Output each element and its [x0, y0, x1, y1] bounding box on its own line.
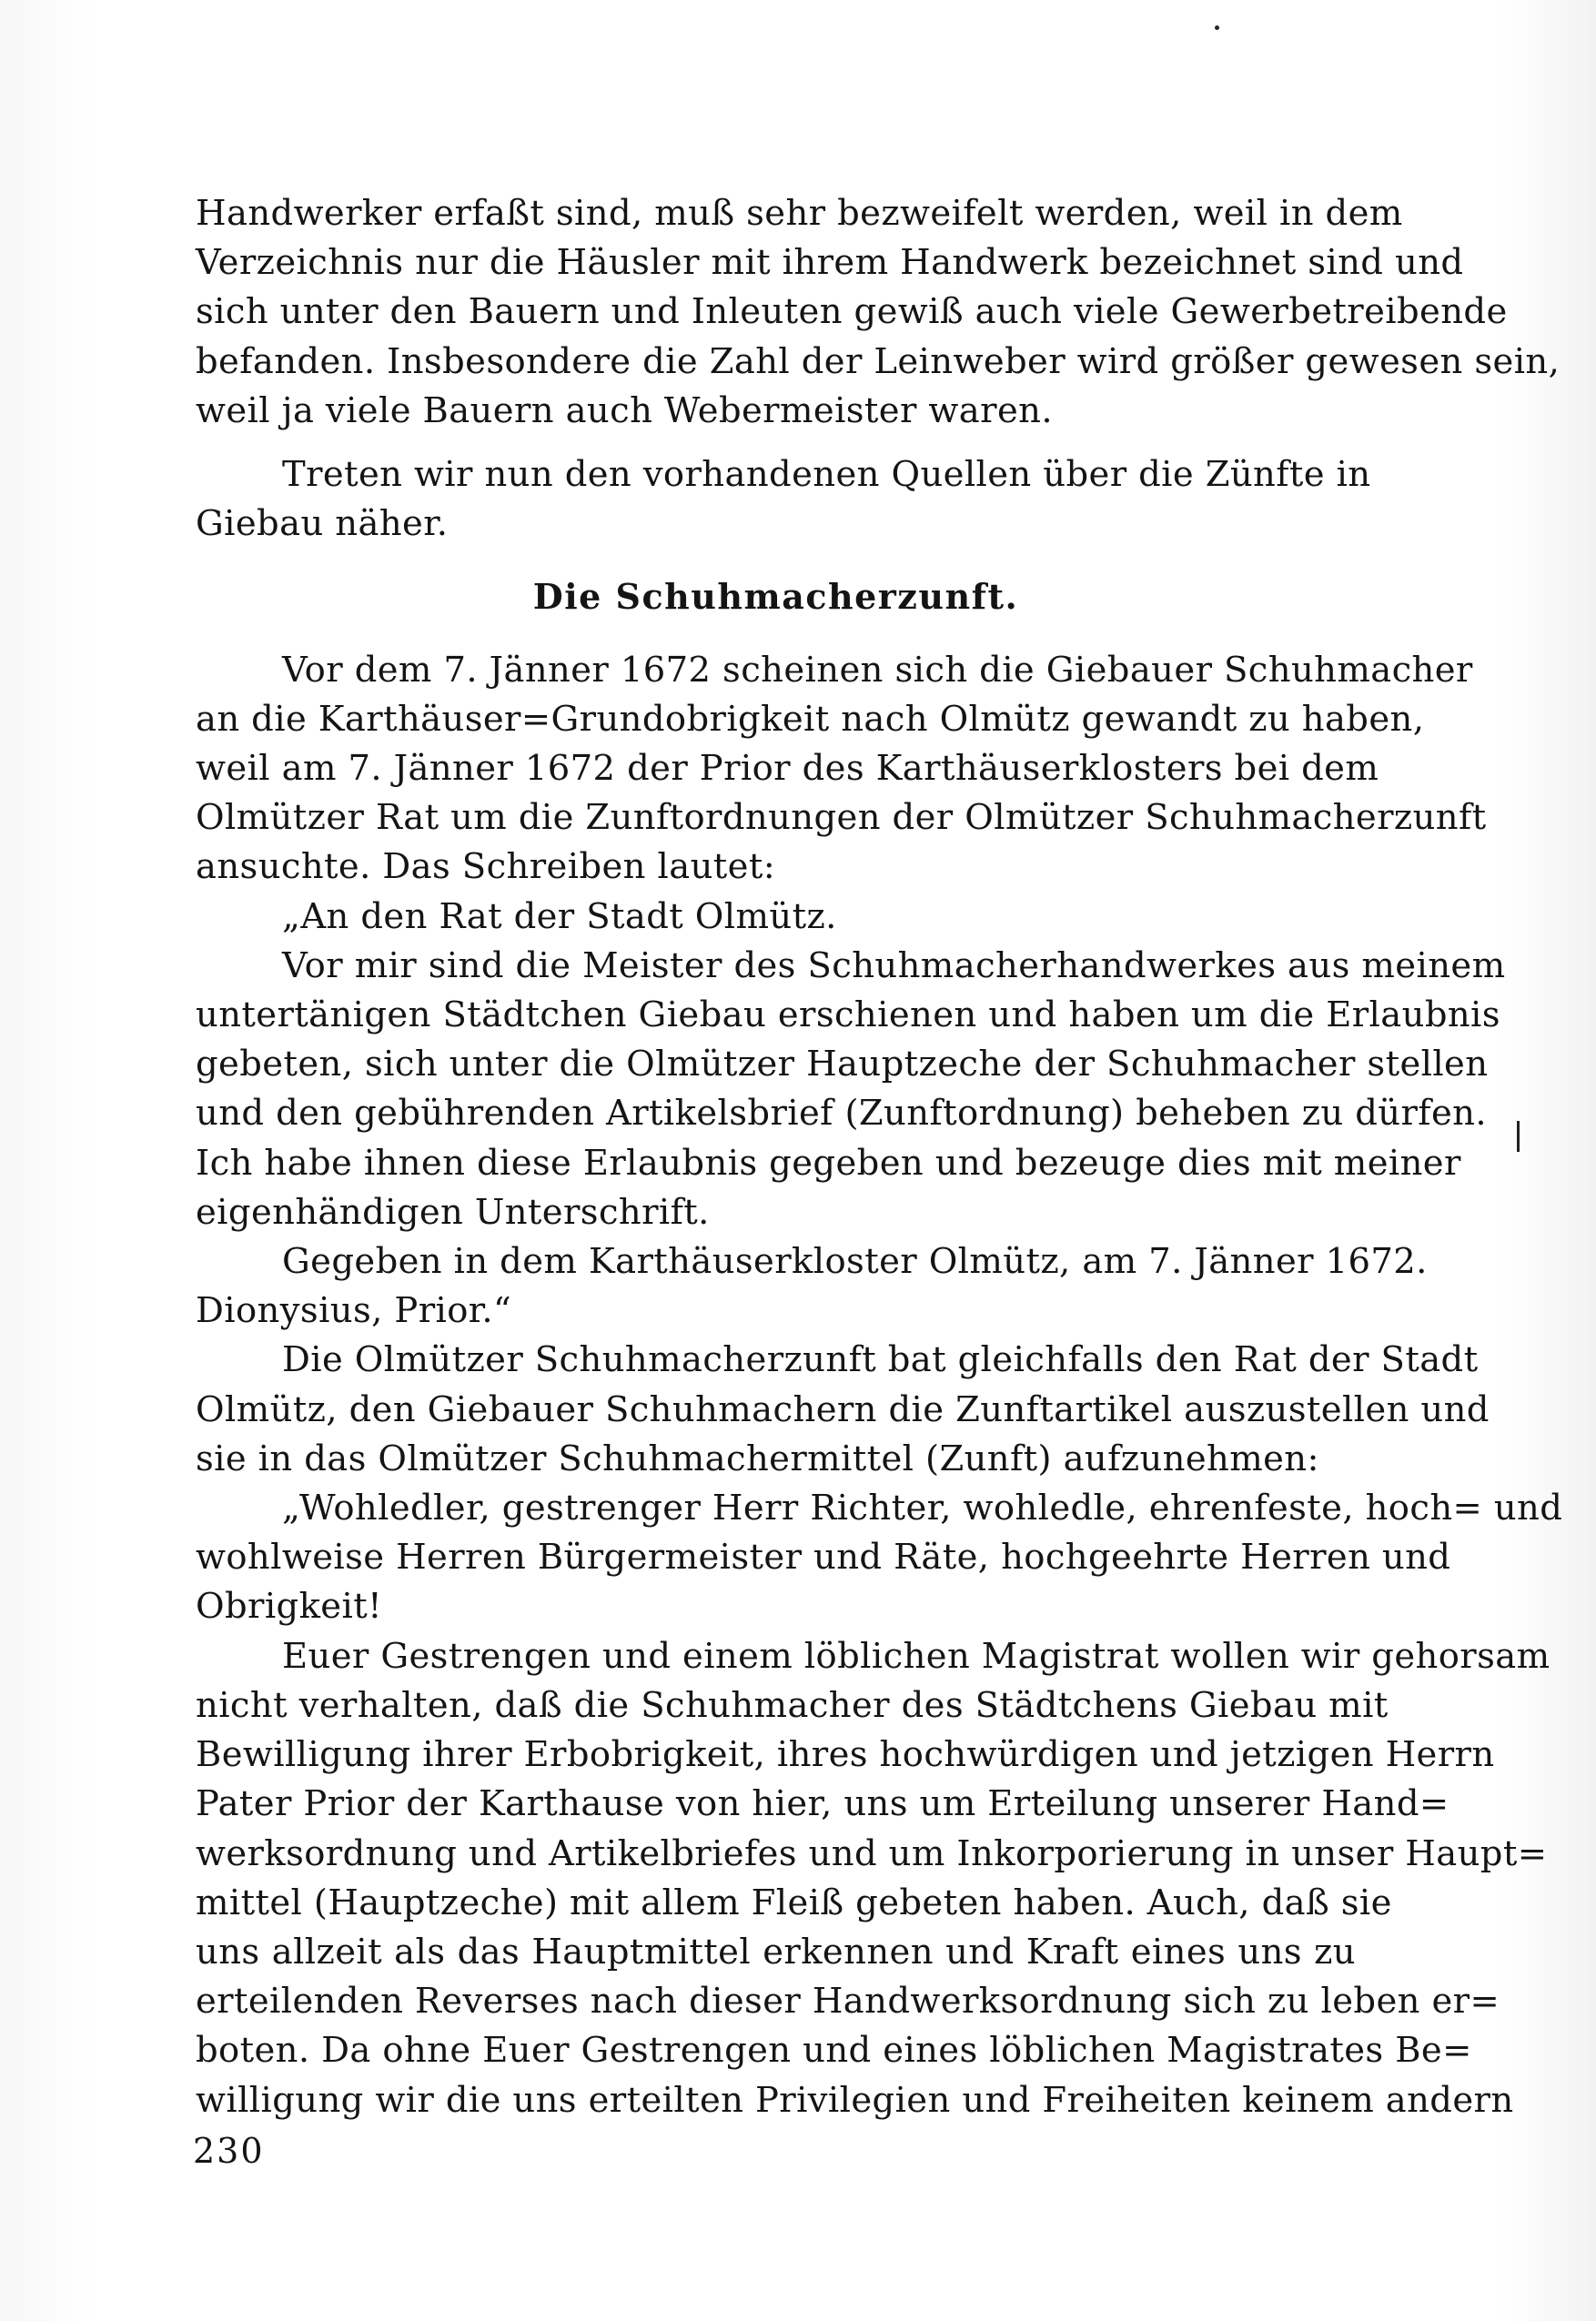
text-line: Gegeben in dem Karthäuserkloster Olmütz, am 7. Jänner 1672.	[282, 1241, 1428, 1283]
text-line: untertänigen Städtchen Giebau erschienen und haben um die Erlaubnis	[196, 994, 1500, 1036]
text-line: weil ja viele Bauern auch Webermeister waren.	[196, 389, 1053, 431]
text-line: ansuchte. Das Schreiben lautet:	[196, 846, 776, 888]
text-line: Verzeichnis nur die Häusler mit ihrem Handwerk bezeichnet sind und	[196, 242, 1464, 284]
text-line: Vor dem 7. Jänner 1672 scheinen sich die Giebauer Schuhmacher	[282, 649, 1473, 691]
text-line: mittel (Hauptzeche) mit allem Fleiß gebeten haben. Auch, daß sie	[196, 1882, 1392, 1923]
paragraph-2	[196, 450, 1371, 549]
text-line: „Wohledler, gestrenger Herr Richter, wohledle, ehrenfeste, hoch= und	[282, 1488, 1563, 1529]
text-line: nicht verhalten, daß die Schuhmacher des Städtchens Giebau mit	[196, 1684, 1389, 1726]
letter-1-body	[196, 942, 1506, 1237]
text-line: Olmützer Rat um die Zunftordnungen der Olmützer Schuhmacherzunft	[196, 797, 1487, 839]
letter-1-salutation	[196, 893, 1356, 942]
text-line: werksordnung und Artikelbriefes und um Inkorporierung in unser Haupt=	[196, 1832, 1548, 1874]
text-line: Giebau näher.	[196, 503, 449, 545]
letter-2-body	[196, 1632, 1551, 2125]
text-line: Pater Prior der Karthause von hier, uns um Erteilung unserer Hand=	[196, 1783, 1450, 1825]
page-body	[196, 189, 1563, 2125]
letter-1-dateline	[196, 1237, 1428, 1287]
text-line: sie in das Olmützer Schuhmachermittel (Zunft) aufzunehmen:	[196, 1438, 1319, 1479]
paragraph-1	[196, 189, 1561, 436]
text-line: Bewilligung ihrer Erbobrigkeit, ihres hochwürdigen und jetzigen Herrn	[196, 1734, 1495, 1776]
text-line: Vor mir sind die Meister des Schuhmacherhandwerkes aus meinem	[282, 944, 1506, 986]
text-line: Die Olmützer Schuhmacherzunft bat gleichfalls den Rat der Stadt	[282, 1339, 1479, 1381]
text-line: „An den Rat der Stadt Olmütz.	[282, 895, 837, 937]
paragraph-4	[196, 1336, 1490, 1484]
text-line: gebeten, sich unter die Olmützer Hauptzeche der Schuhmacher stellen	[196, 1044, 1489, 1085]
paragraph-3	[196, 646, 1487, 893]
text-line: willigung wir die uns erteilten Privilegien und Freiheiten keinem andern	[196, 2079, 1514, 2121]
text-line: uns allzeit als das Hauptmittel erkennen und Kraft eines uns zu	[196, 1931, 1356, 1973]
text-line: Euer Gestrengen und einem löblichen Magistrat wollen wir gehorsam	[282, 1635, 1551, 1677]
text-line: sich unter den Bauern und Inleuten gewiß auch viele Gewerbetreibende	[196, 291, 1508, 333]
text-line: erteilenden Reverses nach dieser Handwerksordnung sich zu leben er=	[196, 1981, 1500, 2023]
margin-dot-mark	[1215, 25, 1219, 30]
text-line: an die Karthäuser=Grundobrigkeit nach Olmütz gewandt zu haben,	[196, 698, 1425, 740]
text-line: wohlweise Herren Bürgermeister und Räte, hochgeehrte Herren und	[196, 1537, 1451, 1579]
text-line: Ich habe ihnen diese Erlaubnis gegeben und bezeuge dies mit meiner	[196, 1142, 1461, 1184]
text-line: boten. Da ohne Euer Gestrengen und eines löblichen Magistrates Be=	[196, 2030, 1472, 2072]
page-number: 230	[193, 2131, 265, 2171]
letter-1-signature: Dionysius, Prior.“	[196, 1290, 512, 1332]
text-line: weil am 7. Jänner 1672 der Prior des Karthäuserklosters bei dem	[196, 748, 1379, 790]
text-line: eigenhändigen Unterschrift.	[196, 1191, 710, 1233]
margin-tick-mark	[1517, 1121, 1520, 1152]
text-line: befanden. Insbesondere die Zahl der Leinweber wird größer gewesen sein,	[196, 340, 1561, 382]
text-line: Obrigkeit!	[196, 1586, 382, 1628]
section-heading: Die Schuhmacherzunft.	[532, 576, 1019, 618]
text-line: Handwerker erfaßt sind, muß sehr bezweifelt werden, weil in dem	[196, 193, 1403, 234]
text-line: Treten wir nun den vorhandenen Quellen über die Zünfte in	[282, 454, 1371, 496]
text-line: Olmütz, den Giebauer Schuhmachern die Zunftartikel auszustellen und	[196, 1388, 1490, 1430]
letter-2-salutation	[196, 1484, 1563, 1632]
text-line: und den gebührenden Artikelsbrief (Zunftordnung) beheben zu dürfen.	[196, 1093, 1487, 1135]
